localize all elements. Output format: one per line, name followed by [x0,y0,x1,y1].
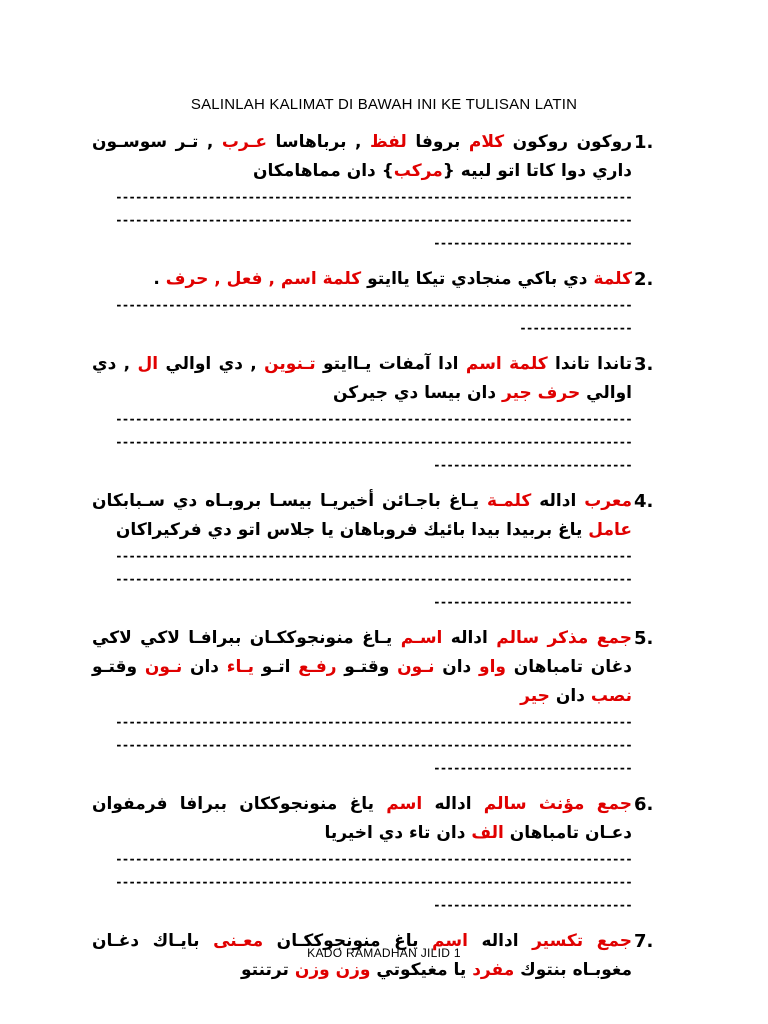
page-footer: KADO RAMADHAN JILID 1 [307,946,461,960]
text-segment: وقتـو [336,657,398,677]
answer-line: ------------------------------------------------------------------------------ [115,715,632,729]
highlighted-term: رفـع [298,657,337,677]
highlighted-term: واو [479,657,506,677]
text-segment: , دي اوالي [92,354,632,403]
text-segment: روكون روكون [504,132,632,152]
text-segment: , دي اوالي [158,354,265,374]
text-segment: دان [182,657,227,677]
text-segment: يـاغ باجـائن أخيريـا بيسـا بروبـاه دي سـبابكان [92,491,487,511]
highlighted-term: مركب [393,161,443,181]
answer-line: ------------------------------------------------------------------------------ [115,435,632,449]
item-number: 3. [634,354,654,375]
highlighted-term: معرب [584,491,632,511]
exercise-item [92,265,674,340]
item-text [92,487,632,545]
text-segment: ياغ منونجوككان ببرافا فرمفوان دعـان تامباهان [92,794,632,843]
highlighted-term: جمع مؤنث سالم [483,794,632,814]
exercise-item [92,790,674,917]
text-segment: يـاغ منونجوككـان ببرافـا لاكي لاكي دغان تامباهان [92,628,632,677]
text-segment: اداله [442,628,497,648]
item-text [92,350,632,408]
highlighted-term: نـون [144,657,183,677]
text-segment: اداله [422,794,484,814]
highlighted-term: عـرب [221,132,267,152]
highlighted-term: كلمة [593,269,632,289]
answer-line: ------------------------------------------------------------------------------ [115,213,632,227]
text-segment: اداله [531,491,585,511]
highlighted-term: عامل [588,520,632,540]
text-segment: اتـو [254,657,299,677]
answer-line: ------------------------------ [433,236,632,250]
highlighted-term: نـون [397,657,435,677]
page-title: SALINLAH KALIMAT DI BAWAH INI KE TULISAN LATIN [190,96,578,113]
text-segment: دان [434,657,480,677]
text-segment: ياغ بربيدا بيدا بائيك فروباهان يا جلاس اتو دي فركيراكان [115,520,589,540]
item-number: 4. [634,491,654,512]
highlighted-term: اسم [386,794,423,814]
answer-line: ------------------------------------------------------------------------------ [115,412,632,426]
highlighted-term: يـاء [226,657,255,677]
highlighted-term: اسـم [400,628,443,648]
highlighted-term: ال [137,354,159,374]
answer-line: ------------------------------ [433,761,632,775]
text-segment: دي باكي منجادي تيكا ياايتو [361,269,594,289]
answer-line: ------------------------------------------------------------------------------ [115,738,632,752]
answer-line: ------------------------------ [433,595,632,609]
highlighted-term: مفرد [472,960,515,980]
highlighted-term: وزن وزن [294,960,371,980]
answer-line: ------------------------------------------------------------------------------ [115,572,632,586]
highlighted-term: كلمة اسم [465,354,548,374]
text-segment: دان تاء دي اخيريا [324,823,472,843]
item-text [92,790,632,848]
item-text [92,624,632,711]
answer-line: ------------------------------------------------------------------------------ [115,852,632,866]
answer-line: ------------------------------------------------------------------------------ [115,190,632,204]
highlighted-term: معـنى [213,931,264,951]
highlighted-term: جير [520,686,550,706]
text-segment: وقتـو [92,657,145,677]
highlighted-term: كلمة اسم , فعل , حرف [165,269,362,289]
item-number: 1. [634,132,654,153]
highlighted-term: جمع تكسير [532,931,632,951]
item-number: 5. [634,628,654,649]
text-segment: ياغ منونجوككـان [263,931,433,951]
text-segment: تاندا تاندا [547,354,632,374]
answer-line: ------------------------------------------------------------------------------ [115,549,632,563]
answer-line: ------------------------------ [433,898,632,912]
exercise-item [92,624,674,780]
highlighted-term: كلمـة [486,491,532,511]
answer-line: ----------------- [519,321,632,335]
text-segment: , برباهاسا [266,132,370,152]
answer-line: ------------------------------ [433,458,632,472]
highlighted-term: حرف جير [502,383,581,403]
highlighted-term: الف [471,823,504,843]
exercise-item [92,350,674,477]
text-segment: ترتنتو [241,960,295,980]
highlighted-term: كلام [468,132,505,152]
text-segment: بايـاك دغـان مغوبـاه بنتوك [92,931,632,980]
text-segment: اداله [467,931,533,951]
answer-line: ------------------------------------------------------------------------------ [115,875,632,889]
item-number: 2. [634,269,654,290]
text-segment: } دان مماهامكان [253,161,394,181]
item-text [92,128,632,186]
text-segment: ادا آمفات يـاايتو [315,354,466,374]
item-text [92,265,632,294]
highlighted-term: نصب [590,686,632,706]
text-segment: دان بيسا دي جيركن [333,383,502,403]
item-number: 6. [634,794,654,815]
highlighted-term: تـنوين [264,354,316,374]
text-segment: دان [549,686,591,706]
exercise-item [92,487,674,614]
highlighted-term: اسم [432,931,468,951]
exercise-item [92,128,674,255]
exercise-list [92,128,674,995]
text-segment: . [153,269,166,289]
text-segment: , تـر سوسـون داري دوا كاتا اتو لبيه { [92,132,632,181]
text-segment: بروفا [406,132,469,152]
text-segment: يا مغيكوتي [370,960,473,980]
highlighted-term: لفظ [369,132,407,152]
answer-line: ------------------------------------------------------------------------------ [115,298,632,312]
item-number: 7. [634,931,654,952]
highlighted-term: جمع مذكر سالم [496,628,632,648]
